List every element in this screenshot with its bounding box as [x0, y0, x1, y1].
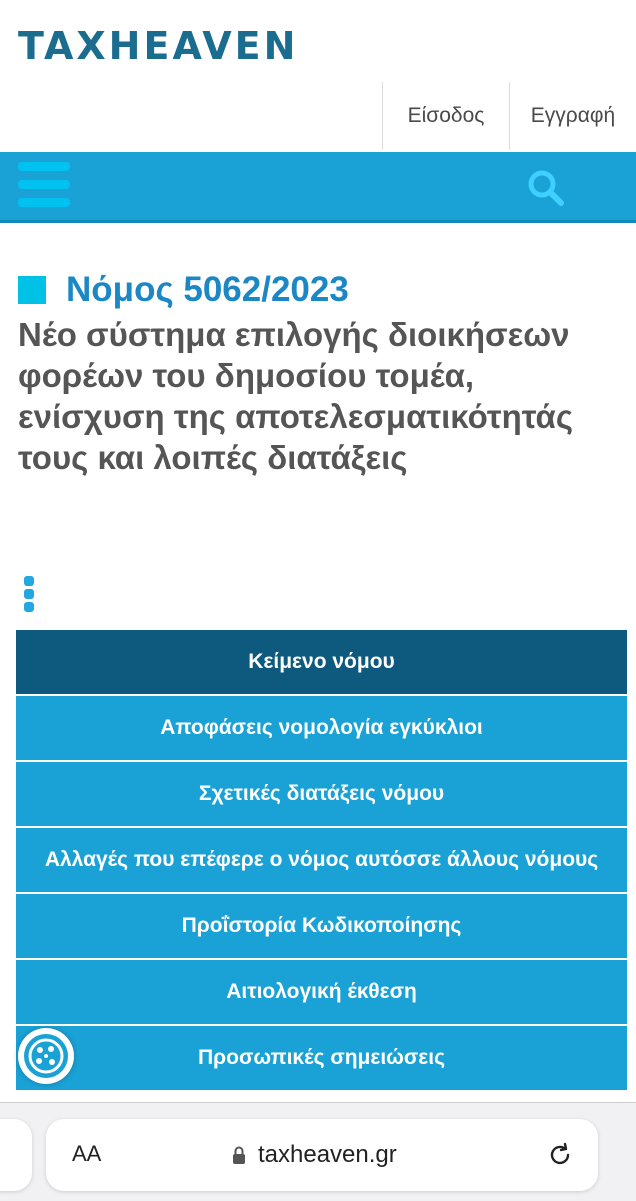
register-link[interactable]: Εγγραφή [509, 82, 636, 150]
menu-item-explanatory-report[interactable]: Αιτιολογική έκθεση [16, 960, 627, 1026]
text-size-button[interactable]: AA [72, 1141, 102, 1166]
square-bullet-icon [18, 276, 46, 304]
url-field[interactable] [46, 1119, 598, 1191]
reload-icon[interactable] [546, 1141, 574, 1169]
menu-item-decisions[interactable]: Αποφάσεις νομολογία εγκύκλιοι [16, 696, 627, 762]
search-icon[interactable] [526, 168, 566, 208]
cookie-settings-button[interactable] [18, 1028, 74, 1084]
menu-item-law-text[interactable]: Κείμενο νόμου [16, 630, 627, 696]
menu-item-related-provisions[interactable]: Σχετικές διατάξεις νόμου [16, 762, 627, 828]
logo-wordmark [18, 26, 388, 66]
browser-address-bar [0, 1102, 636, 1201]
svg-text:TAXHEAVEN: TAXHEAVEN [18, 26, 299, 66]
taxheaven-logo[interactable] [18, 26, 388, 66]
hamburger-icon[interactable] [18, 162, 70, 208]
auth-links [382, 82, 636, 150]
menu-item-amendments[interactable]: Αλλαγές που επέφερε ο νόμος αυτόσσε άλλους νόμους [16, 828, 627, 894]
law-number-heading [18, 270, 349, 310]
law-number: Νόμος 5062/2023 [66, 270, 349, 309]
more-options-icon[interactable] [24, 576, 36, 616]
menu-item-codification-history[interactable]: Προΐστορία Κωδικοποίησης [16, 894, 627, 960]
menu-item-personal-notes[interactable]: Προσωπικές σημειώσεις [16, 1026, 627, 1092]
law-title: Νέο σύστημα επιλογής διοικήσεων φορέων του δημοσίου τομέα, ενίσχυση της αποτελεσματικότητάς τους και λοιπές διατάξεις [18, 316, 573, 476]
previous-tab-stub[interactable] [0, 1119, 32, 1191]
lock-icon [232, 1146, 246, 1164]
main-navbar [0, 152, 636, 223]
cookie-icon [18, 1028, 74, 1084]
login-link[interactable]: Είσοδος [382, 82, 509, 150]
law-menu [16, 630, 627, 1092]
url-display [232, 1141, 397, 1169]
url-text: taxheaven.gr [258, 1141, 397, 1168]
